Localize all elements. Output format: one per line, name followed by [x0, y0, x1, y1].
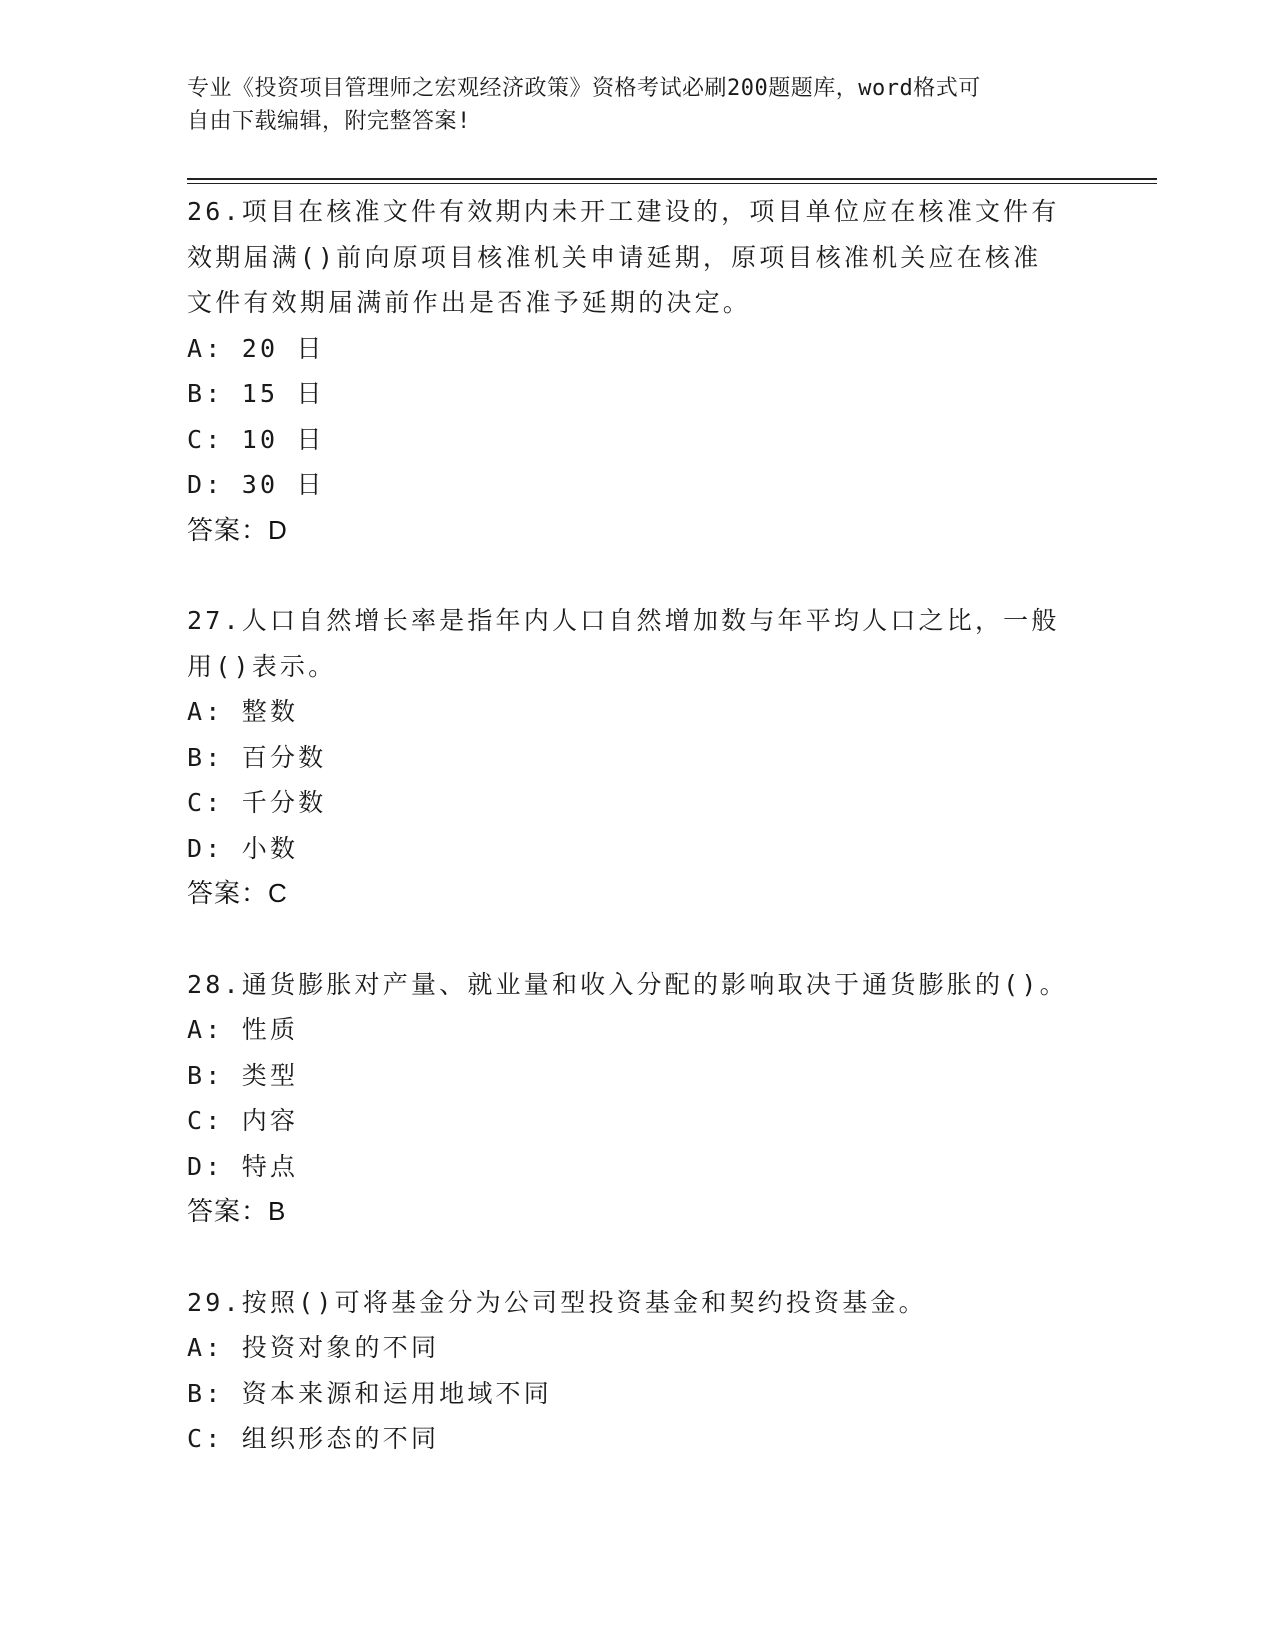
question-spacer	[187, 917, 1087, 962]
question-spacer	[187, 1235, 1087, 1280]
question-27	[187, 598, 1087, 917]
option-a: A: 投资对象的不同	[187, 1333, 440, 1362]
option-c: C: 10 日	[187, 424, 325, 454]
document-intro	[187, 72, 1087, 138]
option-c: C: 千分数	[187, 788, 327, 817]
question-list	[187, 189, 1087, 1462]
question-29	[187, 1280, 1087, 1462]
question-stem-line: 29.按照()可将基金分为公司型投资基金和契约投资基金。	[187, 1287, 927, 1317]
option-c: C: 组织形态的不同	[187, 1424, 440, 1453]
answer: 答案：D	[187, 514, 288, 545]
option-d: D: 小数	[187, 833, 299, 863]
question-28	[187, 962, 1087, 1235]
option-a: A: 整数	[187, 697, 299, 726]
question-stem-line: 用()表示。	[187, 651, 337, 681]
option-b: B: 百分数	[187, 742, 327, 772]
option-c: C: 内容	[187, 1106, 299, 1135]
answer: 答案：C	[187, 878, 288, 908]
option-a: A: 性质	[187, 1015, 299, 1044]
intro-line-2: 自由下载编辑，附完整答案!	[187, 109, 471, 134]
header-divider-thick	[187, 178, 1157, 180]
question-stem-line: 26.项目在核准文件有效期内未开工建设的，项目单位应在核准文件有	[187, 197, 1060, 226]
question-stem-line: 效期届满()前向原项目核准机关申请延期，原项目核准机关应在核准	[187, 242, 1042, 272]
option-b: B: 15 日	[187, 379, 325, 408]
option-b: B: 资本来源和运用地域不同	[187, 1378, 552, 1408]
question-stem-line: 27.人口自然增长率是指年内人口自然增加数与年平均人口之比，一般	[187, 606, 1060, 635]
question-26	[187, 189, 1087, 553]
option-d: D: 特点	[187, 1151, 299, 1181]
option-b: B: 类型	[187, 1060, 299, 1090]
intro-line-1: 专业《投资项目管理师之宏观经济政策》资格考试必刷200题题库，word格式可	[187, 76, 981, 101]
header-divider-thin	[187, 183, 1157, 184]
question-stem-line: 文件有效期届满前作出是否准予延期的决定。	[187, 288, 752, 317]
question-stem-line: 28.通货膨胀对产量、就业量和收入分配的影响取决于通货膨胀的()。	[187, 969, 1068, 999]
question-spacer	[187, 553, 1087, 598]
option-d: D: 30 日	[187, 470, 325, 499]
answer: 答案：B	[187, 1196, 287, 1226]
option-a: A: 20 日	[187, 333, 325, 363]
